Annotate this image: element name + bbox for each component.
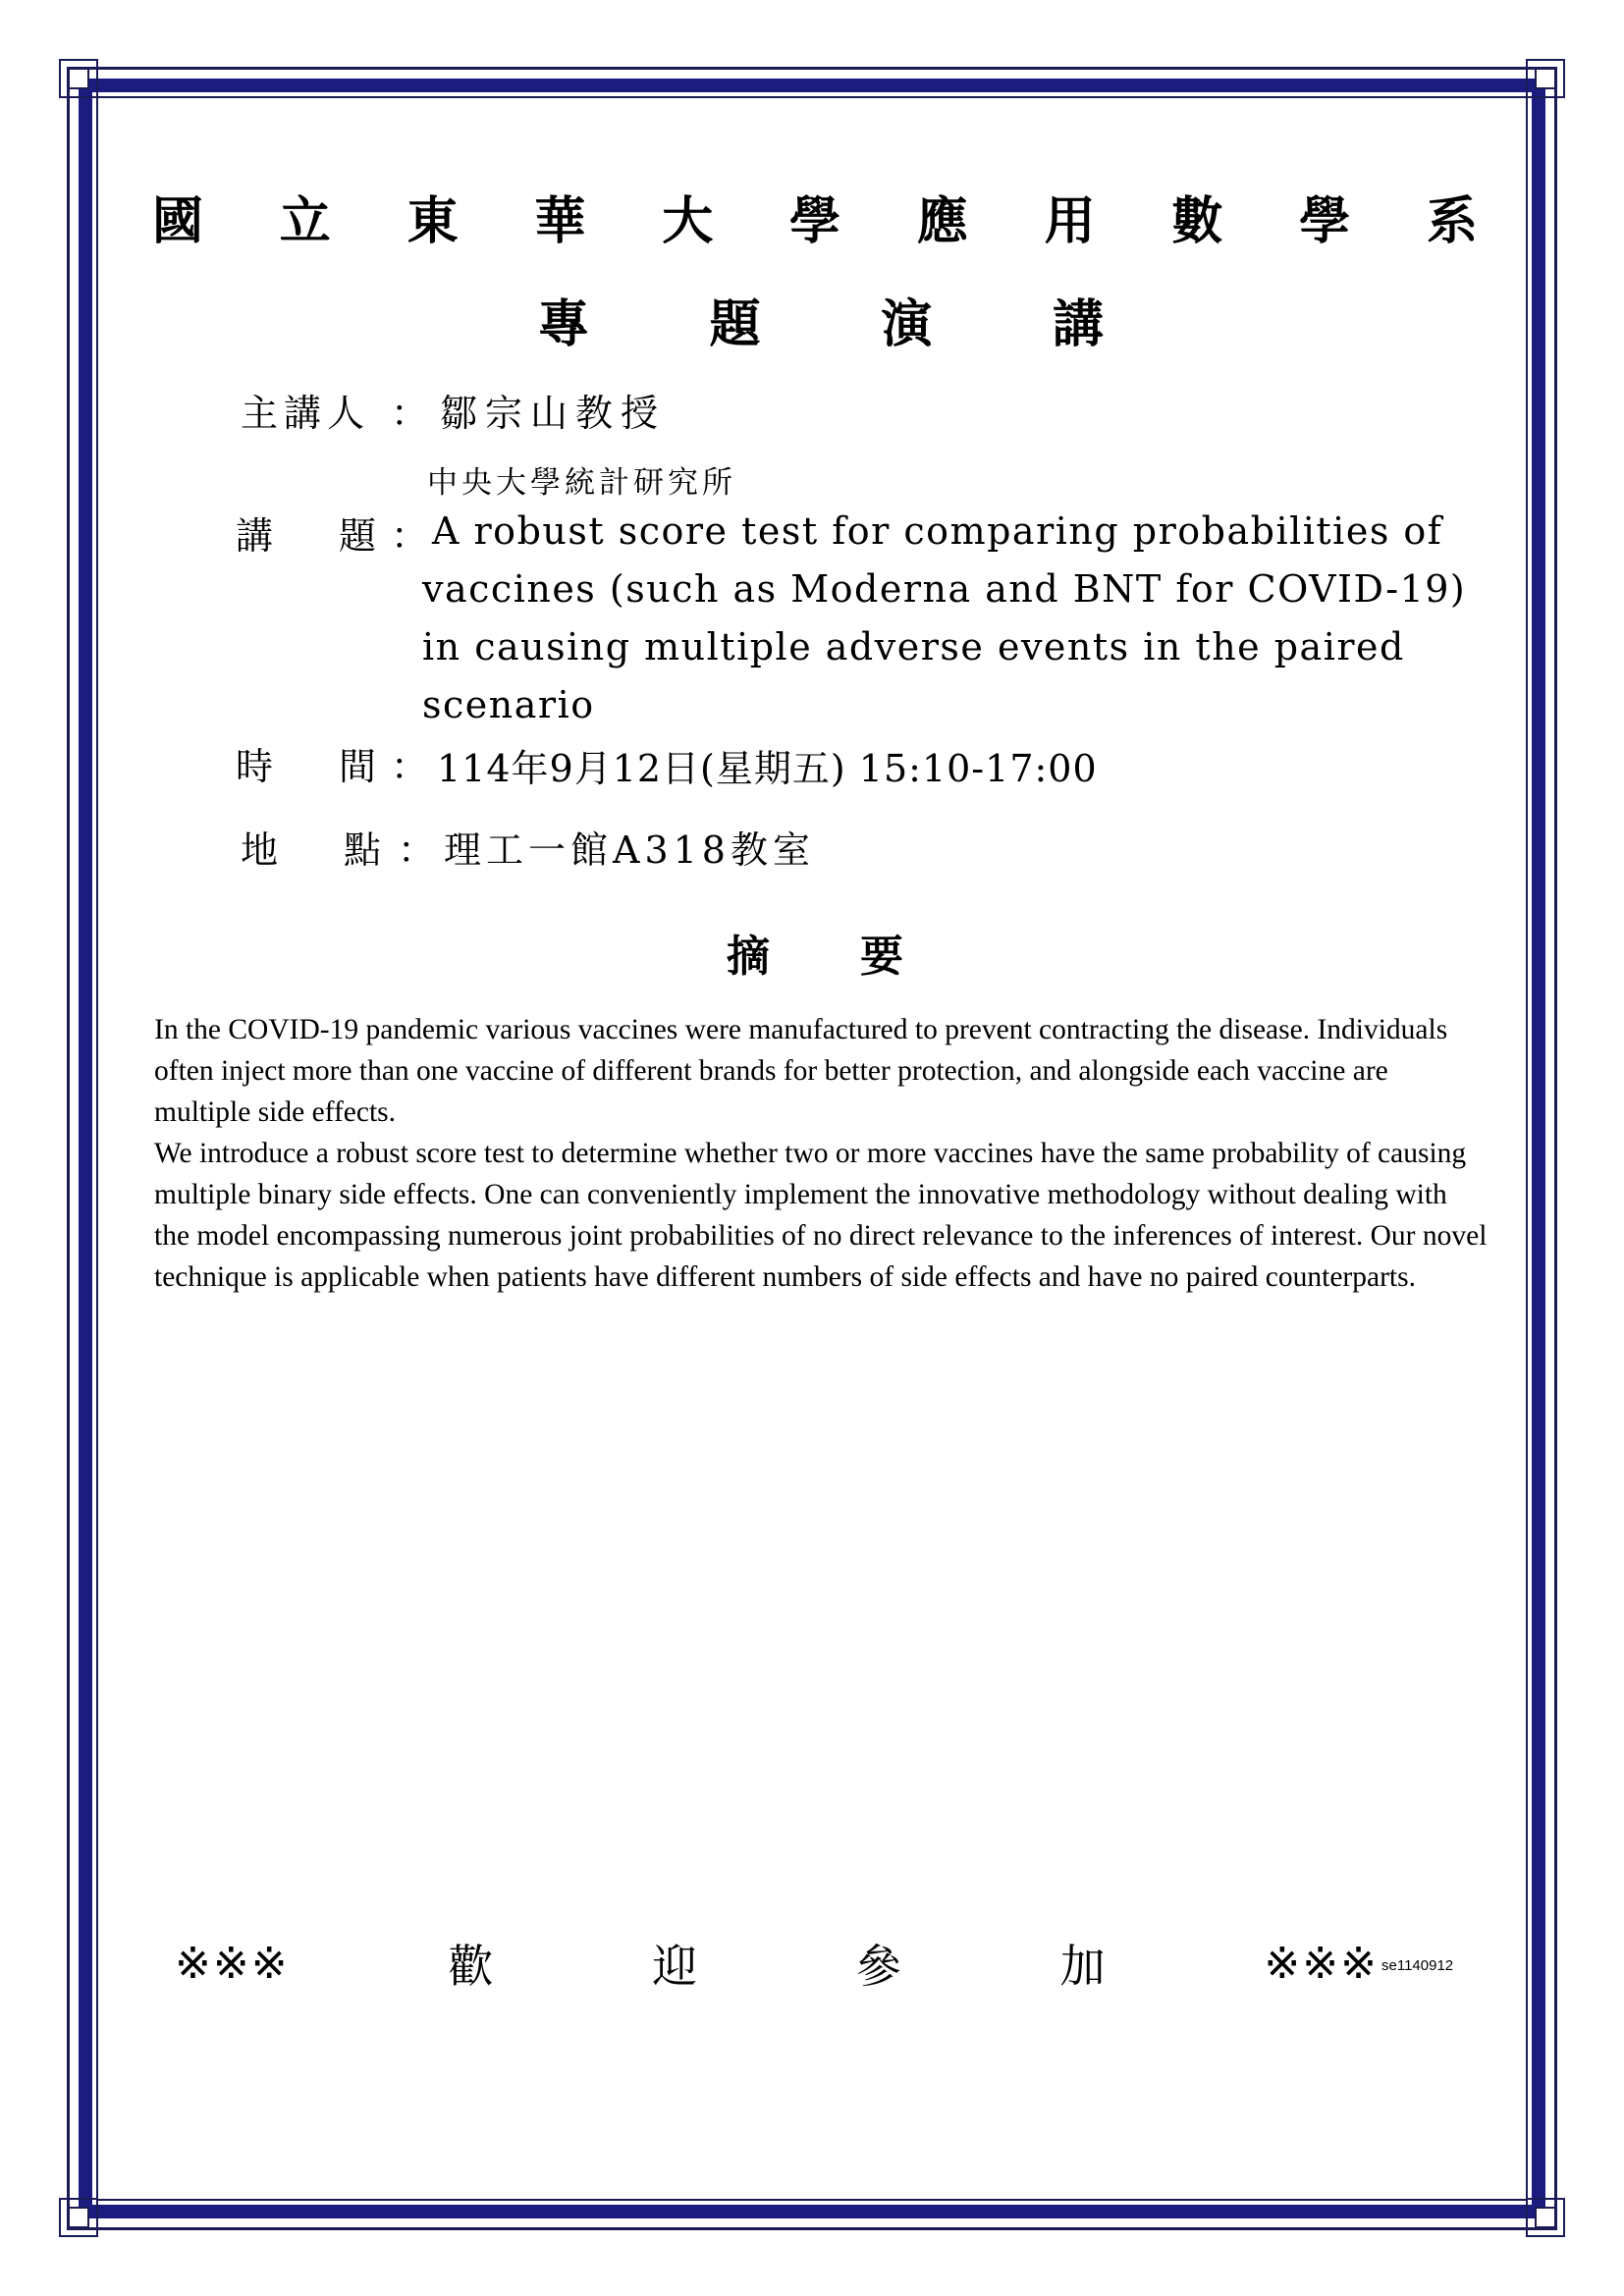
welcome-footer [175,1929,1379,1998]
subtitle-char: 題 [709,294,761,354]
time-colon: ： [391,745,429,788]
title-char: 用 [1044,191,1096,251]
welcome-char: 迎 [652,1940,698,1993]
event-location: 理工一館A318教室 [444,828,815,872]
reference-marks-right: ※※※ [1264,1938,1379,1989]
talk-title-line: vaccines (such as Moderna and BNT for COVID-19) [422,567,1467,611]
topic-colon: ： [391,514,429,558]
speaker-label: 主講人 [241,392,371,435]
welcome-char: 加 [1059,1940,1106,1993]
abstract-heading-char: 摘 [727,932,770,982]
title-char: 立 [279,191,331,251]
title-char: 大 [662,191,714,251]
speaker-affiliation: 中央大學統計研究所 [427,465,736,501]
reference-marks-left: ※※※ [175,1938,290,1989]
corner-ornament-top-right [1526,59,1565,98]
abstract-heading [727,923,903,982]
title-char: 學 [788,191,840,251]
corner-ornament-top-left [59,59,98,98]
document-code: se1140912 [1381,1957,1454,1974]
talk-title-line: scenario [422,683,595,726]
time-label-char-2: 間 [339,745,377,788]
time-label-char-1: 時 [236,745,274,788]
title-char: 國 [152,191,204,251]
speaker-name: 鄒宗山教授 [440,392,667,435]
event-datetime: 114年9月12日(星期五) 15:10-17:00 [437,747,1098,790]
welcome-char: 歡 [448,1940,494,1993]
talk-title [422,503,1522,734]
topic-label-char-2: 題 [339,514,377,558]
corner-ornament-bottom-left [59,2198,98,2237]
place-label-char-2: 點 [344,828,382,872]
title-char: 學 [1299,191,1351,251]
speaker-colon: ： [391,392,429,435]
subtitle-char: 專 [538,294,590,354]
subtitle-char: 講 [1052,294,1104,354]
abstract-body [154,1009,1489,1298]
subtitle-char: 演 [881,294,933,354]
talk-title-line: A robust score test for comparing probabilities of [432,509,1443,553]
event-type-title [538,280,1104,358]
place-colon: ： [398,828,436,872]
title-char: 應 [916,191,968,251]
title-char: 東 [406,191,459,251]
topic-label-char-1: 講 [236,514,274,558]
department-title [152,177,1478,255]
welcome-char: 參 [855,1940,901,1993]
talk-title-line: in causing multiple adverse events in the paired [422,625,1405,668]
abstract-paragraph: We introduce a robust score test to determine whether two or more vaccines have the same probability of causing multiple binary side effects. One can conveniently implement the innovative methodology without dealing with the model encompassing numerous joint probabilities of no direct relevance to the inferences of interest. Our novel technique is applicable when patients have different numbers of side effects and have no paired counterparts. [154,1138,1488,1293]
place-label-char-1: 地 [241,828,279,872]
corner-ornament-bottom-right [1526,2198,1565,2237]
abstract-paragraph: In the COVID-19 pandemic various vaccines were manufactured to prevent contracting the disease. Individuals often inject more than one vaccine of different brands for better protection, and alongside each vaccine are multiple side effects. [154,1014,1448,1128]
title-char: 數 [1171,191,1223,251]
title-char: 系 [1426,191,1478,251]
abstract-heading-char: 要 [860,932,903,982]
title-char: 華 [534,191,586,251]
